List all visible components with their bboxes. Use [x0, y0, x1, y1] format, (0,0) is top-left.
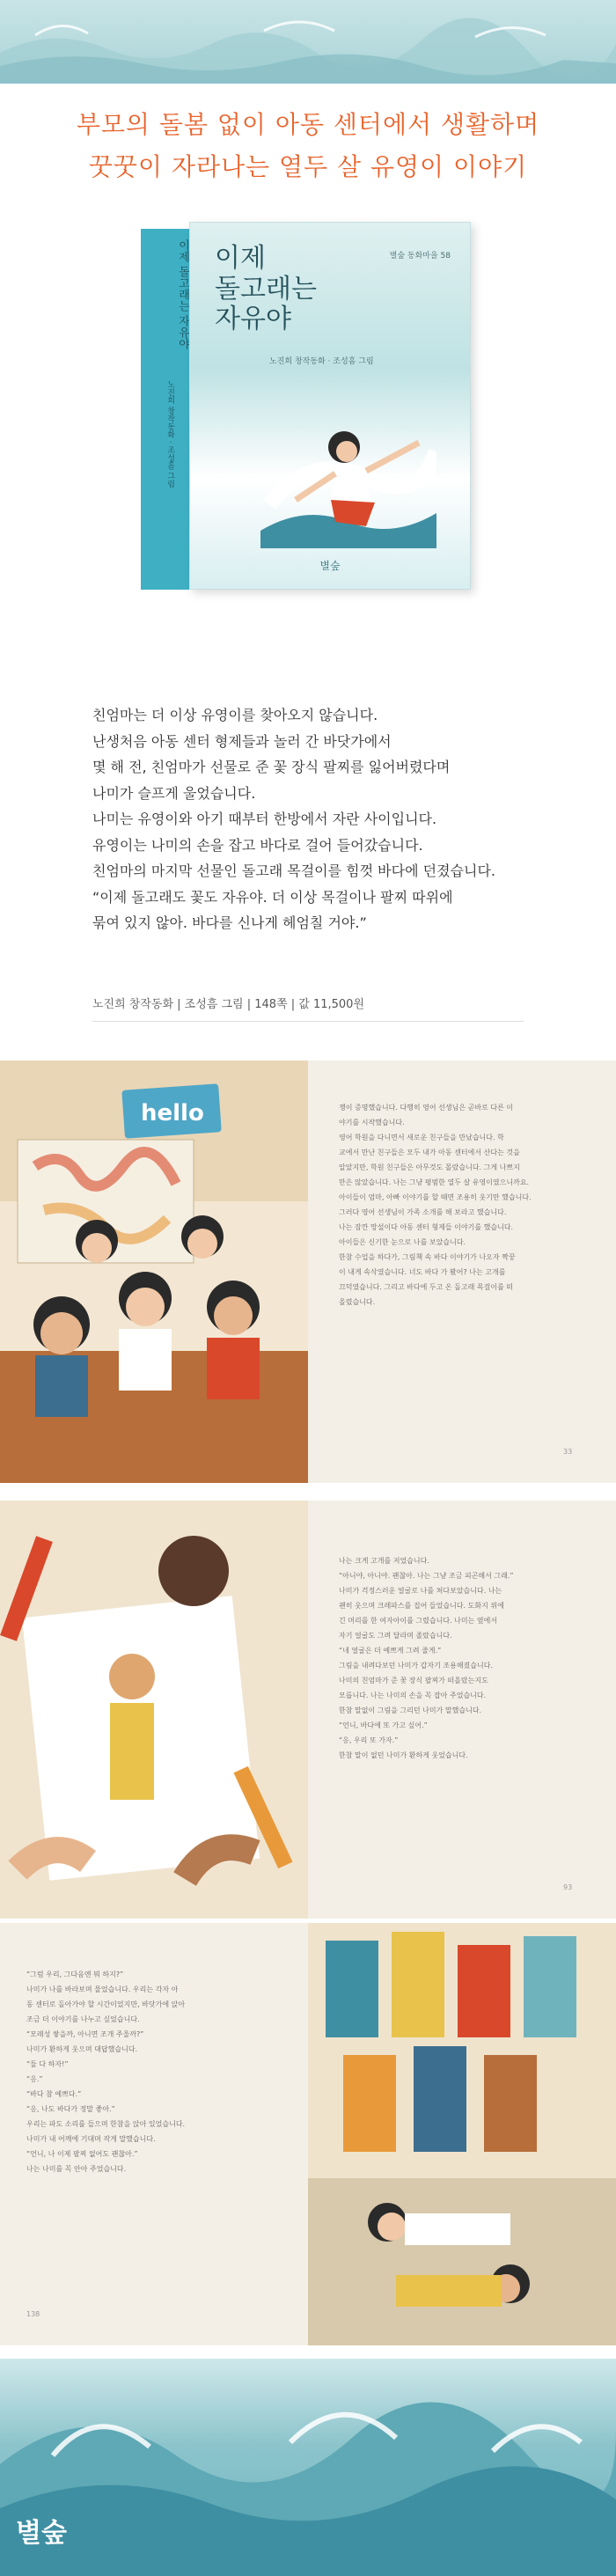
classroom-illustration	[0, 1060, 308, 1483]
book-spine	[141, 229, 189, 590]
page-number: 93	[563, 1883, 573, 1891]
summary-line: 친엄마는 더 이상 유영이를 찾아오지 않습니다.	[92, 707, 378, 723]
page-text-line: 모릅니다. 나는 나미의 손을 꼭 잡아 주었습니다.	[339, 1692, 487, 1699]
page-number: 138	[26, 2310, 40, 2318]
page-text-line: 아이들은 신기한 눈으로 나를 보았습니다.	[339, 1238, 466, 1246]
doors-illustration	[308, 1923, 616, 2345]
page-text-line: “응.”	[26, 2075, 43, 2083]
cover-authors: 노진희 창작동화 · 조성흠 그림	[269, 357, 374, 366]
page-text-line: 올렸습니다.	[339, 1298, 376, 1306]
drawing-illustration	[0, 1501, 308, 1919]
page-text-line: 나미의 친엄마가 준 꽃 장식 팔찌가 떠올랐는지도	[339, 1677, 488, 1684]
wave-illustration	[0, 0, 616, 84]
page-text-line: “네 얼굴은 더 예쁘게 그려 줄게.”	[339, 1647, 442, 1655]
page-text-line: “응, 우리 또 가자.”	[339, 1736, 399, 1744]
page-text-line: “아니야, 아니야. 괜찮아. 나는 그냥 조금 피곤해서 그래.”	[339, 1572, 514, 1580]
page-text-line: 교에서 만난 친구들은 모두 내가 아동 센터에서 산다는 것을	[339, 1149, 520, 1156]
spine-title: 이제 돌고래는 자유야	[176, 239, 189, 350]
cover-title-line-1: 이제	[215, 243, 266, 274]
cover-publisher: 별숲	[319, 560, 341, 572]
summary-line: 친엄마의 마지막 선물인 돌고래 목걸이를 힘껏 바다에 던졌습니다.	[92, 862, 496, 879]
top-wave-banner	[0, 0, 616, 84]
summary-line: 몇 해 전, 친엄마가 선물로 준 꽃 장식 팔찌를 잃어버렸다며	[92, 759, 451, 775]
page-text-line: 나미가 내 어깨에 기대며 작게 말했습니다.	[26, 2135, 156, 2143]
bottom-wave-banner	[0, 2359, 616, 2576]
page-text-line: “모래성 쌓을까, 아니면 조개 주울까?”	[26, 2030, 144, 2038]
headline-line-2: 꿋꿋이 자라나는 열두 살 유영이 이야기	[88, 152, 528, 181]
page-text-line: 영어 학원을 다니면서 새로운 친구들을 만났습니다. 학	[339, 1134, 504, 1141]
page-text-line: 알았지만, 학원 친구들은 아무것도 몰랐습니다. 그게 나쁘지	[339, 1163, 520, 1171]
book-front	[189, 222, 471, 590]
book-summary	[92, 702, 550, 936]
page-text-line: “바다 참 예쁘다.”	[26, 2090, 82, 2098]
book-cover-image	[141, 222, 475, 591]
sample-spread-drawing	[0, 1501, 616, 1919]
page-text-line: “그럼 우리, 그다음엔 뭐 하지?”	[26, 1971, 124, 1978]
spread3-page-text	[26, 1967, 255, 2176]
page-text-line: “언니, 나 이제 팔찌 없어도 괜찮아.”	[26, 2150, 138, 2158]
page-text-line: 나는 크게 고개를 저었습니다.	[339, 1557, 429, 1565]
hello-sign-text: hello	[141, 1100, 204, 1127]
page-text-line: “응, 나도 바다가 정말 좋아.”	[26, 2105, 115, 2113]
cover-series: 별숲 동화마을 58	[389, 252, 451, 261]
summary-line: “이제 돌고래도 꽃도 자유야. 더 이상 목걸이나 팔찌 따위에	[92, 888, 453, 906]
headline-line-1: 부모의 돌봄 없이 아동 센터에서 생활하며	[76, 110, 540, 139]
page-text-line: 아이들이 엄마, 아빠 이야기를 할 때면 조용히 웃기만 했습니다.	[339, 1193, 532, 1201]
spread1-page-text	[339, 1100, 568, 1310]
page-text-line: 끄덕였습니다. 그리고 바다에 두고 온 돌고래 목걸이를 떠	[339, 1283, 514, 1291]
big-wave-illustration	[0, 2359, 616, 2576]
cover-title-line-3: 자유야	[215, 304, 291, 334]
cover-title	[215, 244, 317, 335]
page-text-line: 그러다 영어 선생님이 가족 소개를 해 보라고 했습니다.	[339, 1208, 507, 1216]
publisher-logo: 별숲	[16, 2518, 67, 2549]
summary-line: 유영이는 나미의 손을 잡고 바다로 걸어 들어갔습니다.	[92, 836, 423, 854]
page-text-line: 조금 더 이야기를 나누고 싶었습니다.	[26, 2015, 140, 2023]
page-text-line: 긴 머리를 한 여자아이를 그렸습니다. 나미는 옆에서	[339, 1617, 498, 1625]
summary-line: 난생처음 아동 센터 형제들과 놀러 간 바닷가에서	[92, 732, 392, 750]
page-text-line: 동 센터로 돌아가야 할 시간이었지만, 바닷가에 앉아	[26, 2000, 186, 2008]
page-text-line: 한참 말이 없던 나미가 환하게 웃었습니다.	[339, 1751, 468, 1759]
page-text-line: 쟁이 증명했습니다. 다행히 영어 선생님은 곧바로 다른 이	[339, 1104, 514, 1112]
girl-swimming-illustration	[260, 399, 436, 548]
divider	[92, 1021, 524, 1022]
page-text-line: 나는 나미를 꼭 안아 주었습니다.	[26, 2165, 127, 2173]
sample-spread-doors	[0, 1923, 616, 2345]
page-text-line: 나는 잠깐 망설이다 아동 센터 형제들 이야기를 했습니다.	[339, 1223, 514, 1231]
page-text-line: 나미가 환하게 웃으며 대답했습니다.	[26, 2045, 138, 2053]
page-text-line: 한참 수업을 하다가, 그림책 속 바다 이야기가 나오자 짝꿍	[339, 1253, 516, 1261]
page-number: 33	[563, 1448, 573, 1456]
spread2-page-text	[339, 1553, 568, 1763]
page-text-line: 야기를 시작했습니다.	[339, 1119, 405, 1127]
summary-line: 묶여 있지 않아. 바다를 신나게 헤엄칠 거야.”	[92, 914, 367, 931]
summary-line: 나미가 슬프게 울었습니다.	[92, 784, 256, 802]
sample-spread-classroom	[0, 1060, 616, 1483]
book-credits: 노진희 창작동화 | 조성흠 그림 | 148쪽 | 값 11,500원	[92, 998, 365, 1011]
page-text-line: 만은 않았습니다. 나는 그냥 평범한 열두 살 유영이였으니까요.	[339, 1178, 530, 1186]
page-text-line: 나미가 걱정스러운 얼굴로 나를 쳐다보았습니다. 나는	[339, 1587, 502, 1595]
summary-line: 나미는 유영이와 아기 때부터 한방에서 자란 사이입니다.	[92, 811, 437, 827]
page-text-line: 한참 말없이 그림을 그리던 나미가 말했습니다.	[339, 1706, 482, 1714]
page-text-line: 자기 얼굴도 그려 달라며 졸랐습니다.	[339, 1632, 452, 1640]
page-text-line: 우리는 파도 소리를 들으며 한참을 앉아 있었습니다.	[26, 2120, 186, 2128]
cover-title-line-2: 돌고래는	[215, 273, 317, 305]
spine-authors: 노진희 창작동화 · 조성흠 그림	[165, 380, 175, 488]
page-text-line: “둘 다 하자!”	[26, 2060, 69, 2068]
page-text-line: 나미가 나를 바라보며 물었습니다. 우리는 각자 아	[26, 1985, 179, 1993]
page-text-line: 이 내게 속삭였습니다. 너도 바다 가 봤어? 나는 고개를	[339, 1268, 506, 1276]
page-text-line: “언니, 바다에 또 가고 싶어.”	[339, 1721, 428, 1729]
page-text-line: 괜히 웃으며 크레파스를 집어 들었습니다. 도화지 위에	[339, 1602, 504, 1610]
page-text-line: 그림을 내려다보던 나미가 갑자기 조용해졌습니다.	[339, 1662, 494, 1670]
